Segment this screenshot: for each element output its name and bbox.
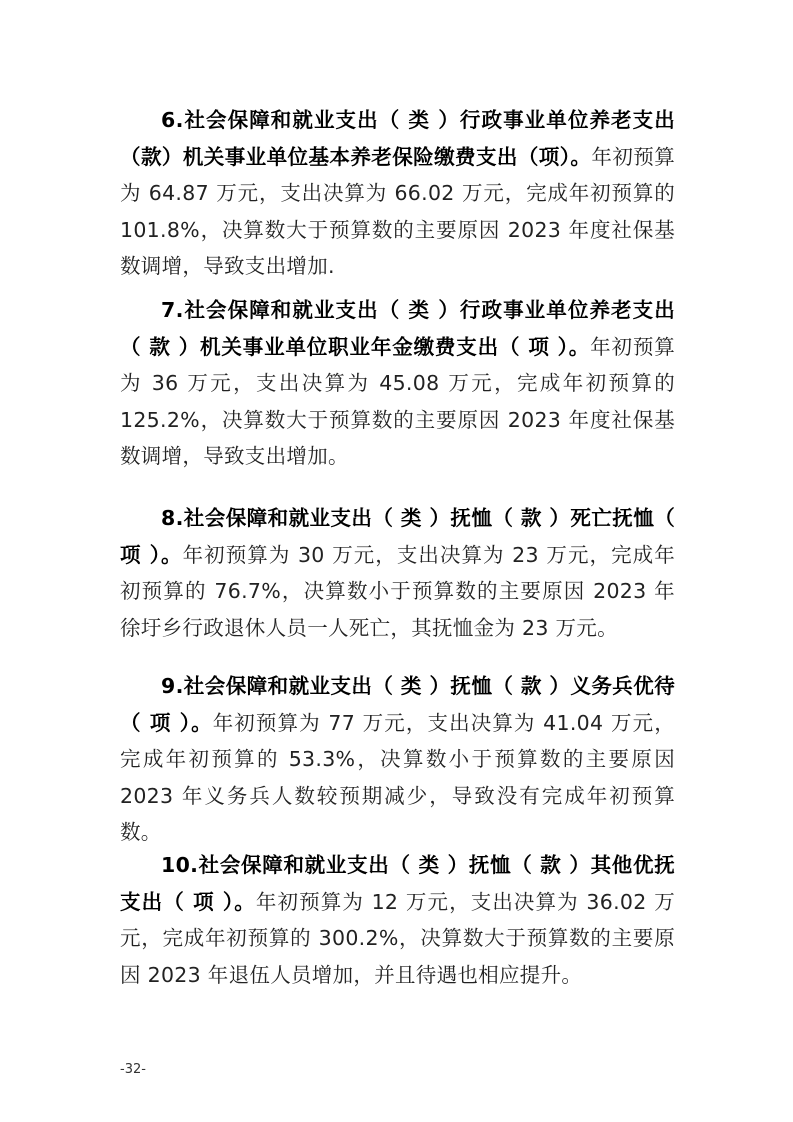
paragraph-6-heading: 6.社会保障和就业支出（ 类 ）行政事业单位养老支出（款）机关事业单位基本养老保险缴费支出（项）。	[120, 108, 675, 169]
paragraph-6	[120, 102, 675, 285]
paragraph-9-heading: 9.社会保障和就业支出（ 类 ）抚恤（ 款 ）义务兵优待（ 项 ）。	[120, 674, 675, 735]
paragraph-8-heading: 8.社会保障和就业支出（ 类 ）抚恤（ 款 ）死亡抚恤（ 项 ）。	[120, 506, 675, 567]
paragraph-6-body: 年初预算为 64.87 万元，支出决算为 66.02 万元，完成年初预算的 101.8%，决算数大于预算数的主要原因 2023 年度社保基数调增，导致支出增加.	[120, 144, 675, 278]
paragraph-8-body: 年初预算为 30 万元，支出决算为 23 万元，完成年初预算的 76.7%，决算数小于预算数的主要原因 2023 年徐圩乡行政退休人员一人死亡，其抚恤金为 23 万元。	[120, 542, 675, 640]
paragraph-7-body: 年初预算为 36 万元，支出决算为 45.08 万元，完成年初预算的 125.2%，决算数大于预算数的主要原因 2023 年度社保基数调增，导致支出增加。	[120, 334, 676, 468]
paragraph-10-heading: 10.社会保障和就业支出（ 类 ）抚恤（ 款 ）其他优抚支出（ 项 ）。	[120, 853, 675, 914]
paragraph-7-heading: 7.社会保障和就业支出（ 类 ）行政事业单位养老支出（ 款 ）机关事业单位职业年金缴费支出（ 项 ）。	[120, 298, 675, 359]
page-number: -32-	[120, 1062, 146, 1077]
paragraph-9-body: 年初预算为 77 万元，支出决算为 41.04 万元，完成年初预算的 53.3%，决算数小于预算数的主要原因 2023 年义务兵人数较预期减少，导致没有完成年初预算数。	[120, 710, 676, 844]
paragraph-10	[120, 847, 675, 993]
paragraph-7	[120, 292, 675, 475]
paragraph-10-body: 年初预算为 12 万元，支出决算为 36.02 万元，完成年初预算的 300.2%，决算数大于预算数的主要原因 2023 年退伍人员增加，并且待遇也相应提升。	[120, 889, 675, 987]
paragraph-9	[120, 668, 675, 851]
paragraph-8	[120, 500, 675, 646]
